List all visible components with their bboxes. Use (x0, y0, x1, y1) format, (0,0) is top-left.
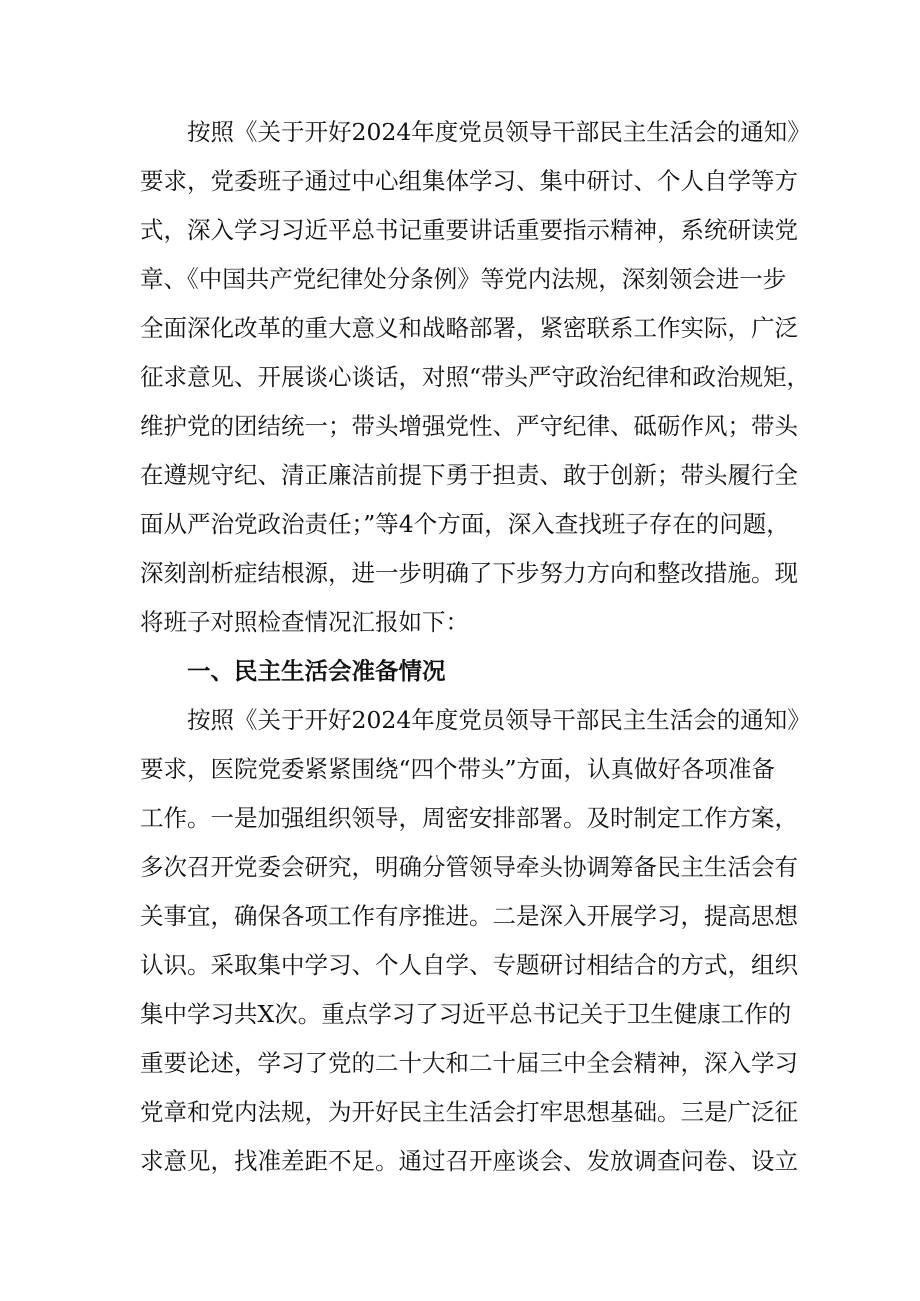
paragraph-line: 关事宜，确保各项工作有序推进。二是深入开展学习，提高思想 (140, 902, 798, 930)
paragraph-line: 集中学习共X次。重点学习了习近平总书记关于卫生健康工作的 (140, 1000, 792, 1028)
paragraph-line: 要求，党委班子通过中心组集体学习、集中研讨、个人自学等方 (140, 167, 798, 195)
paragraph-line: 工作。一是加强组织领导，周密安排部署。及时制定工作方案， (140, 804, 798, 832)
intro-paragraph (140, 108, 811, 647)
paragraph-line: 式，深入学习习近平总书记重要讲话重要指示精神，系统研读党 (140, 216, 798, 244)
paragraph-line: 党章和党内法规，为开好民主生活会打牢思想基础。三是广泛征 (140, 1098, 798, 1126)
section-heading: 一、民主生活会准备情况 (187, 657, 446, 685)
paragraph-line: 维护党的团结统一；带头增强党性、严守纪律、砥砺作风；带头 (140, 412, 798, 440)
paragraph-line: 征求意见、开展谈心谈话，对照“带头严守政治纪律和政治规矩， (140, 363, 811, 391)
paragraph-line: 章、《中国共产党纪律处分条例》等党内法规，深刻领会进一步 (140, 265, 787, 293)
paragraph-line: 面从严治党政治责任；”等4个方面，深入查找班子存在的问题， (140, 510, 790, 538)
paragraph-line: 在遵规守纪、清正廉洁前提下勇于担责、敢于创新；带头履行全 (140, 461, 798, 489)
preparation-paragraph (140, 696, 811, 1186)
paragraph-line: 全面深化改革的重大意义和战略部署，紧密联系工作实际，广泛 (140, 314, 798, 342)
document-body (140, 108, 811, 1186)
paragraph-line: 求意见，找准差距不足。通过召开座谈会、发放调查问卷、设立 (140, 1147, 798, 1175)
paragraph-line: 按照《关于开好2024年度党员领导干部民主生活会的通知》 (187, 706, 811, 734)
paragraph-line: 要求，医院党委紧紧围绕“四个带头”方面，认真做好各项准备 (140, 755, 776, 783)
paragraph-line: 重要论述，学习了党的二十大和二十届三中全会精神，深入学习 (140, 1049, 798, 1077)
paragraph-line: 认识。采取集中学习、个人自学、专题研讨相结合的方式，组织 (140, 951, 798, 979)
paragraph-line: 深刻剖析症结根源，进一步明确了下步努力方向和整改措施。现 (140, 559, 798, 587)
paragraph-line: 将班子对照检查情况汇报如下： (140, 608, 469, 636)
paragraph-line: 按照《关于开好2024年度党员领导干部民主生活会的通知》 (187, 118, 811, 146)
paragraph-line: 多次召开党委会研究，明确分管领导牵头协调筹备民主生活会有 (140, 853, 798, 881)
